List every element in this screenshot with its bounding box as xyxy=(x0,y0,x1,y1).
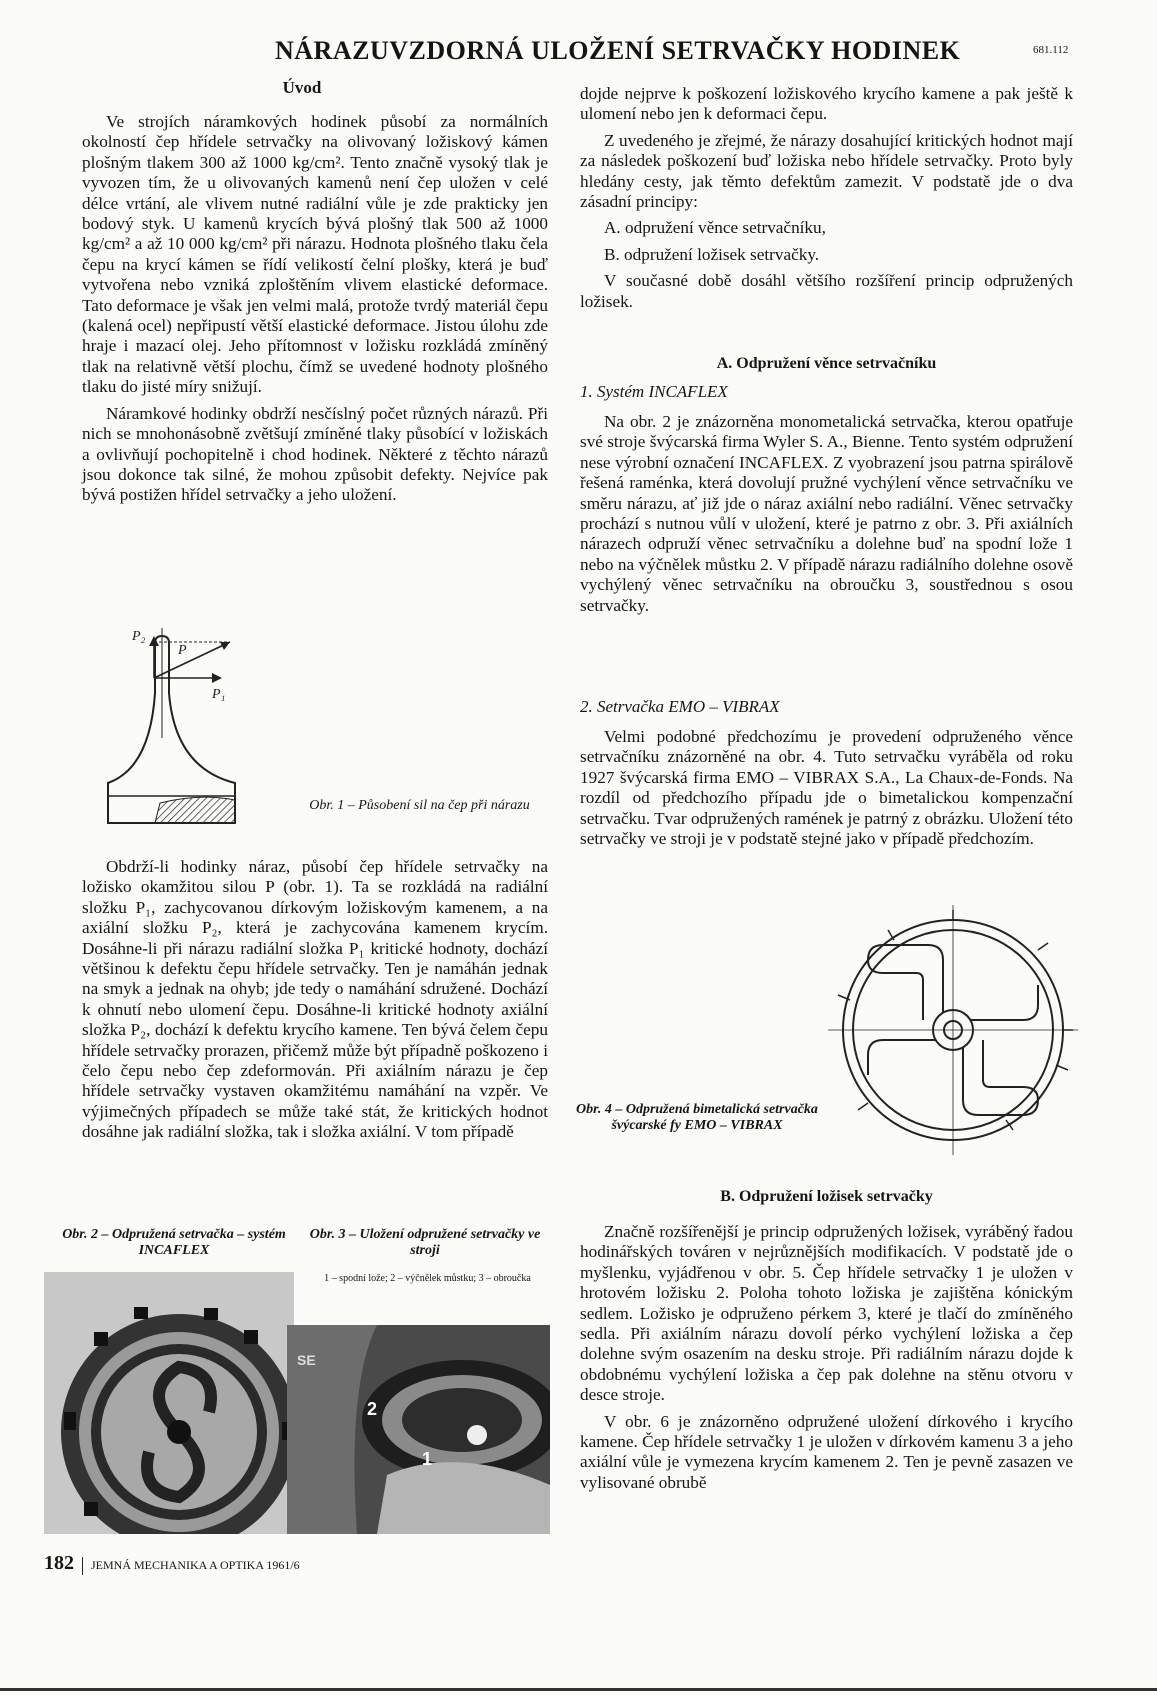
paragraph: Náramkové hodinky obdrží nesčíslný počet různých nárazů. Při nich se mnohonásobně zvětšují zmíněné tlaky působící v ložiskách a ovlivňují pochopitelně i chod hodinek. Některé z těchto nárazů jsou dokonce tak silné, že mohou způsobit defekty. Nejvíce pak bývá postižen hřídel setrvačky a jeho uložení. xyxy=(82,403,548,505)
label-p2: P₂ xyxy=(132,629,146,644)
figure-4-caption: Obr. 4 – Odpružená bimetalická setrvačka švýcarské fy EMO – VIBRAX xyxy=(576,1102,818,1133)
label-p: P xyxy=(178,643,187,658)
paragraph: Obdrží-li hodinky náraz, působí čep hřídele setrvačky na ložisko okamžitou silou P (obr. 1). Ta se rozkládá na radiální složku P₁, zachycovanou dírkovým ložiskovým kamenem, a na axiální složku P₂, která je zachycována kamenem krycím. Dosáhne-li při nárazu radiální složka P₁ kritické hodnoty, dochází většinou k defektu čepu hřídele setrvačky. Ten je namáhán jednak na smyk a jednak na ohyb; jde tedy o namáhání sdružené. Dochází k ohnutí nebo ulomení čepu. Dosáhne-li kritické hodnoty axiální složka P₂, dochází k defektu krycího kamene. Ten bývá čelem čepu hřídele setrvačky prorazen, přičemž může být případně poškozeno i čelo čepu nebo čep zdeformován. Při axiálním nárazu je čep hřídele setrvačky vystaven okamžitému namáhání na vzpěr. Ve výjimečných případech se může také stát, že kritických hodnot dosáhne jak radiální složka, tak i složka axiální. V tom případě xyxy=(82,857,548,1142)
right-column-bottom xyxy=(580,1222,1073,1499)
label-p1: P₁ xyxy=(212,687,226,702)
figure-2-caption: Obr. 2 – Odpružená setrvačka – systém INCAFLEX xyxy=(62,1227,286,1258)
page-number: 182 xyxy=(44,1552,74,1574)
figure-2-photo xyxy=(44,1272,294,1534)
scan-edge xyxy=(0,1688,1157,1691)
mark-1: 1 xyxy=(422,1449,433,1469)
list-item: B. odpružení ložisek setrvačky. xyxy=(604,244,820,264)
movement-photo xyxy=(287,1325,550,1534)
list-item: A. odpružení věnce setrvačníku, xyxy=(604,218,826,238)
article-title: NÁRAZUVZDORNÁ ULOŽENÍ SETRVAČKY HODINEK xyxy=(275,36,961,65)
journal-name: JEMNÁ MECHANIKA A OPTIKA 1961/6 xyxy=(91,1558,300,1572)
paragraph: Velmi podobné předchozímu je provedení odpruženého věnce setrvačníku znázorněné na obr. 4. Tuto setrvačku vyráběla od roku 1927 švýcarská firma EMO – VIBRAX S.A., La Chaux-de-Fonds. Na rozdíl od předchozího případu jde o bimetalickou kompenzační setrvačku. Tvar odpružených ramének je patrný z obrázku. Uložení této setrvačky ve stroji je v podstatě stejné jako v případě předchozím. xyxy=(580,727,1073,849)
pivot-diagram xyxy=(100,628,290,828)
mark-se: SE xyxy=(297,1352,316,1368)
figure-4 xyxy=(828,905,1078,1155)
right-column-lower xyxy=(580,727,1073,855)
paragraph: Ve strojích náramkových hodinek působí za normálních okolností čep hřídele setrvačky na olivovaný ložiskový kámen plošným tlakem 300 až 1000 kg/cm². Tento značně vysoký tlak je vyvozen tím, že u olivovaných kamenů není čep uložen v celé délce vrtání, ale vlivem nutné radiální vůle je zde prakticky jen bodový styk. U kamenů krycích bývá plošný tlak 500 až 1000 kg/cm² a až 10 000 kg/cm² při nárazu. Hodnota plošného tlaku čela čepu na krycí kámen se řídí velikostí čelní plošky, která je buď vytvořena nebo vzniká zploštěním vlivem elastické deformace. Tato deformace je však jen velmi malá, protože tvrdý materiál čepu (kalená ocel) nepřipustí větší elastické deformace. Jistou úlohu zde hraje i mazací olej. Jeho přítomnost v ložisku rozkládá zmíněný tlak na relativně větší plochu, čímž se uvedené hodnoty plošného tlaku do jisté míry snižují. xyxy=(82,112,548,397)
page-footer xyxy=(44,1552,300,1575)
balance-wheel-photo xyxy=(44,1272,294,1534)
intro-heading: Úvod xyxy=(282,78,322,97)
mark-2: 2 xyxy=(367,1399,378,1419)
figure-3-legend: 1 – spodní lože; 2 – výčnělek můstku; 3 – obroučka xyxy=(324,1273,531,1284)
figure-3-photo xyxy=(287,1325,550,1534)
right-column-top xyxy=(580,84,1073,318)
subsection-2-heading: 2. Setrvačka EMO – VIBRAX xyxy=(580,697,780,716)
paragraph: Značně rozšířenější je princip odpružených ložisek, vyráběný řadou hodinářských továren v nejrůznějších modifikacích. V podstatě jde o myšlenku, vyjádřenou v obr. 5. Čep hřídele setrvačky 1 je uložen v hrotovém ložisku 2. Poloha tohoto ložiska je zajištěna kónickým sedlem. Ložisko je odpruženo pérkem 3, které je tlačí do zmíněného sedla. Při axiálním nárazu dovolí pérko vychýlení ložiska a čep dolehne svým osazením na desku stroje. Při radiálním nárazu dojde k obdobnému vychýlení ložiska a čep pak dolehne na stěnu otvoru v desce stroje. xyxy=(580,1222,1073,1405)
figure-1-caption: Obr. 1 – Působení sil na čep při nárazu xyxy=(309,798,530,813)
paragraph: dojde nejprve k poškození ložiskového krycího kamene a pak ještě k ulomení nebo jen k deformaci čepu. xyxy=(580,84,1073,124)
section-a-heading: A. Odpružení věnce setrvačníku xyxy=(716,355,937,372)
left-column-bottom xyxy=(82,857,548,1149)
figure-3-caption: Obr. 3 – Uložení odpružené setrvačky ve stroji xyxy=(309,1227,541,1258)
emo-vibrax-diagram xyxy=(828,905,1078,1155)
left-column-top xyxy=(82,112,548,512)
paragraph: V obr. 6 je znázorněno odpružené uložení dírkového i krycího kamene. Čep hřídele setrvačky 1 je uložen v dírkovém kamenu 3 a jeho axiální vůle je vymezena krycím kamenem 2. Ten je pevně zasazen ve vylisované obrubě xyxy=(580,1411,1073,1492)
paragraph: Na obr. 2 je znázorněna monometalická setrvačka, kterou opatřuje své stroje švýcarská firma Wyler S. A., Bienne. Tento systém odpružení nese výrobní označení INCAFLEX. Z vyobrazení jsou patrna spirálově řešená raménka, která dovolují pružné vychýlení věnce setrvačníku ve směru nárazu, ať již jde o náraz axiální nebo radiální. Věnec setrvačky prochází s nutnou vůlí v uložení, které je patrno z obr. 3. Při axiálních nárazech odpruží věnec setrvačníku a dolehne buď na spodní lože 1 nebo na výčnělek můstku 2. V případě nárazu radiálního dolehne osově vychýlený věnec setrvačníku na obroučku 3, soustřednou s osou setrvačky. xyxy=(580,412,1073,615)
footer-separator xyxy=(82,1557,83,1575)
classification-code: 681.112 xyxy=(1033,44,1069,56)
subsection-1-heading: 1. Systém INCAFLEX xyxy=(580,382,728,401)
paragraph: V současné době dosáhl většího rozšíření princip odpružených ložisek. xyxy=(580,271,1073,311)
paragraph: Z uvedeného je zřejmé, že nárazy dosahující kritických hodnot mají za následek poškození buď ložiska nebo hřídele setrvačky. Proto byly hledány cesty, jak těmto defektům zamezit. V podstatě jde o dva zásadní principy: xyxy=(580,130,1073,212)
section-b-heading: B. Odpružení ložisek setrvačky xyxy=(720,1188,933,1205)
figure-1 xyxy=(100,628,290,828)
right-column-middle xyxy=(580,412,1073,622)
